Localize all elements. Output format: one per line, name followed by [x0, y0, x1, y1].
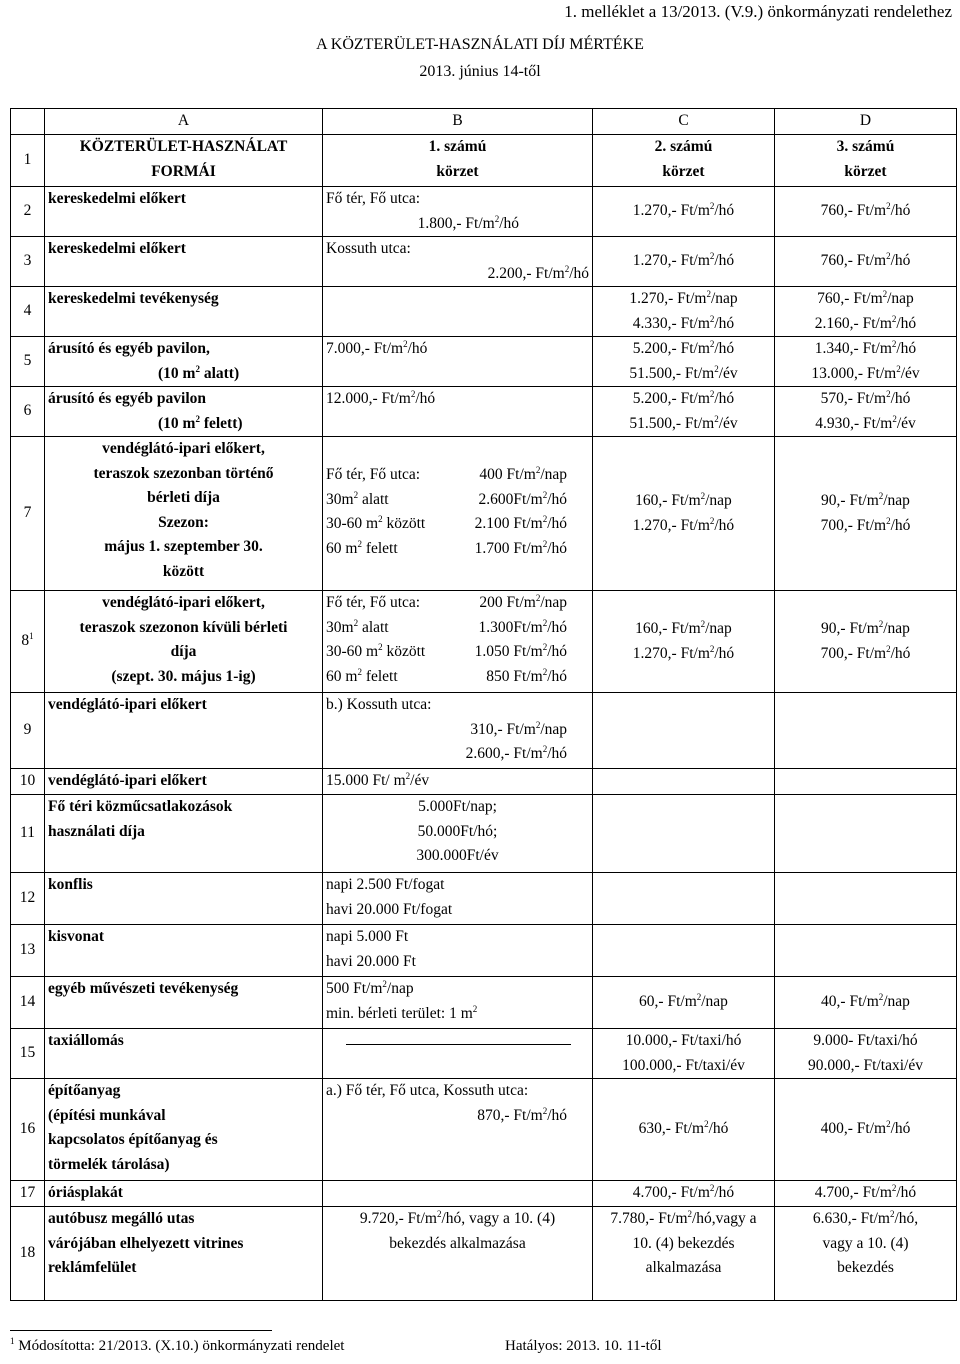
row-number: 12 — [11, 873, 45, 925]
zone-1-fee — [323, 287, 593, 337]
usage-form: egyéb művészeti tevékenység — [45, 977, 323, 1029]
zone-1-fee: napi 2.500 Ft/fogat havi 20.000 Ft/fogat — [323, 873, 593, 925]
fee-table — [10, 108, 957, 1301]
usage-form: kereskedelmi előkert — [45, 237, 323, 287]
zone-2-fee — [593, 795, 775, 873]
row-number: 16 — [11, 1079, 45, 1181]
usage-form: kisvonat — [45, 925, 323, 977]
table-row — [11, 237, 957, 287]
table-row — [11, 591, 957, 693]
zone-2-fee: 1.270,- $Ft/m^2$/nap 4.330,- $Ft/m^2/hó$ — [593, 287, 775, 337]
zone-3-fee: 1.340,- $Ft/m^2/hó$ 13.000,- $Ft/m^2/év$ — [775, 337, 957, 387]
zone-1-fee: b.) Kossuth utca: 310,- $Ft/m^2$/nap 2.600,- $Ft/m^2/hó$ — [323, 693, 593, 769]
zone-2-fee: 7.780,- $Ft/m^2/hó,vagy$ a 10. (4) bekezdés alkalmazása — [593, 1207, 775, 1301]
usage-form: Fő téri közműcsatlakozások használati díja — [45, 795, 323, 873]
row-number: 6 — [11, 387, 45, 437]
table-row — [11, 337, 957, 387]
table-row — [11, 1181, 957, 1207]
zone-3-fee — [775, 795, 957, 873]
usage-form: konflis — [45, 873, 323, 925]
zone-3-fee — [775, 693, 957, 769]
zone-3-fee: 90,- $Ft/m^2$/nap 700,- $Ft/m^2/hó$ — [775, 591, 957, 693]
usage-form: kereskedelmi előkert — [45, 187, 323, 237]
zone-2-fee: 60,- $Ft/m^2$/nap — [593, 977, 775, 1029]
zone-2-header: 2. számú körzet — [593, 135, 775, 187]
row-number: 5 — [11, 337, 45, 387]
row-number: 4 — [11, 287, 45, 337]
zone-2-fee: 5.200,- $Ft/m^2/hó$ 51.500,- $Ft/m^2/év$ — [593, 337, 775, 387]
zone-1-fee: Fő tér, Fő utca: 400 $Ft/m^2$/nap $30m^2$ alatt $2.600Ft/m^2/hó$ 30-60 $m^2$ között 2.100 $Ft/m^2/hó$ 60 $m^2$ felett 1.700 $Ft/m^2/hó$ — [323, 437, 593, 591]
table-row — [11, 1207, 957, 1301]
zone-2-fee: 4.700,- $Ft/m^2/hó$ — [593, 1181, 775, 1207]
usage-form: vendéglátó-ipari előkert, teraszok szezonon kívüli bérleti díja (szept. 30. május 1-ig) — [45, 591, 323, 693]
zone-3-fee — [775, 925, 957, 977]
zone-1-fee: 500 $Ft/m^2$/nap min. bérleti terület: 1 $m^2$ — [323, 977, 593, 1029]
zone-2-fee: 160,- $Ft/m^2$/nap 1.270,- $Ft/m^2/hó$ — [593, 591, 775, 693]
table-row — [11, 795, 957, 873]
row-number: 9 — [11, 693, 45, 769]
footnote-effective-date: Hatályos: 2013. 10. 11-től — [505, 1338, 662, 1354]
zone-3-fee: 90,- $Ft/m^2$/nap 700,- $Ft/m^2/hó$ — [775, 437, 957, 591]
zone-1-fee — [323, 1029, 593, 1079]
table-row — [11, 873, 957, 925]
zone-2-fee: 1.270,- $Ft/m^2/hó$ — [593, 187, 775, 237]
zone-1-fee: 15.000 Ft/ $m^2/év$ — [323, 769, 593, 795]
row-number: 14 — [11, 977, 45, 1029]
zone-3-fee: 400,- $Ft/m^2/hó$ — [775, 1079, 957, 1181]
zone-2-fee — [593, 925, 775, 977]
zone-2-fee: 630,- $Ft/m^2/hó$ — [593, 1079, 775, 1181]
usage-form: óriásplakát — [45, 1181, 323, 1207]
row-number: 18 — [11, 1207, 45, 1301]
zone-2-fee — [593, 693, 775, 769]
footnote-separator — [10, 1330, 272, 1331]
zone-3-fee: 760,- $Ft/m^2$/nap 2.160,- $Ft/m^2/hó$ — [775, 287, 957, 337]
zone-3-fee: 6.630,- $Ft/m^2/hó$, vagy a 10. (4) bekezdés — [775, 1207, 957, 1301]
zone-1-fee: 12.000,- $Ft/m^2/hó$ — [323, 387, 593, 437]
table-row — [11, 977, 957, 1029]
zone-1-fee: 5.000Ft/nap; 50.000Ft/hó; 300.000Ft/év — [323, 795, 593, 873]
zone-2-fee — [593, 873, 775, 925]
zone-1-fee: Fő tér, Fő utca: 1.800,- $Ft/m^2/hó$ — [323, 187, 593, 237]
zone-1-fee: Kossuth utca: 2.200,- $Ft/m^2/hó$ — [323, 237, 593, 287]
usage-form: vendéglátó-ipari előkert, teraszok szezonban történő bérleti díja Szezon: május 1. szeptember 30. között — [45, 437, 323, 591]
zone-1-fee: Fő tér, Fő utca: 200 $Ft/m^2$/nap $30m^2$ alatt $1.300Ft/m^2/hó$ 30-60 $m^2$ között 1.050 $Ft/m^2/hó$ 60 $m^2$ felett 850 $Ft/m^2/hó$ — [323, 591, 593, 693]
zone-3-fee: 570,- $Ft/m^2/hó$ 4.930,- $Ft/m^2/év$ — [775, 387, 957, 437]
usage-form: árusító és egyéb pavilon (10 $m^2$ felett) — [45, 387, 323, 437]
table-row — [11, 387, 957, 437]
zone-1-fee: 7.000,- $Ft/m^2/hó$ — [323, 337, 593, 387]
usage-form: autóbusz megálló utas várójában elhelyezett vitrines reklámfelület — [45, 1207, 323, 1301]
table-row — [11, 437, 957, 591]
row-number: 7 — [11, 437, 45, 591]
table-row — [11, 1079, 957, 1181]
row-number: 13 — [11, 925, 45, 977]
table-row — [11, 925, 957, 977]
table-row — [11, 287, 957, 337]
table-row — [11, 693, 957, 769]
column-d-header: D — [775, 109, 957, 135]
usage-form: taxiállomás — [45, 1029, 323, 1079]
row-number: 3 — [11, 237, 45, 287]
zone-3-fee — [775, 769, 957, 795]
zone-2-fee: 1.270,- $Ft/m^2/hó$ — [593, 237, 775, 287]
row-number: $8^1$ — [11, 591, 45, 693]
zone-2-fee: 10.000,- Ft/taxi/hó 100.000,- Ft/taxi/év — [593, 1029, 775, 1079]
effective-date: 2013. június 14-től — [419, 63, 541, 80]
annex-reference: 1. melléklet a 13/2013. (V.9.) önkormányzati rendelethez — [564, 2, 952, 21]
row-number: 2 — [11, 187, 45, 237]
table-row — [11, 187, 957, 237]
zone-1-fee: napi 5.000 Ft havi 20.000 Ft — [323, 925, 593, 977]
zone-3-header: 3. számú körzet — [775, 135, 957, 187]
footnote: $^1$ Módosította: 21/2013. (X.10.) önkormányzati rendelet — [10, 1336, 345, 1354]
row-number: 11 — [11, 795, 45, 873]
zone-2-fee: 5.200,- $Ft/m^2/hó$ 51.500,- $Ft/m^2/év$ — [593, 387, 775, 437]
usage-form: árusító és egyéb pavilon, (10 $m^2$ alatt) — [45, 337, 323, 387]
zone-3-fee — [775, 873, 957, 925]
zone-3-fee: 9.000- Ft/taxi/hó 90.000,- Ft/taxi/év — [775, 1029, 957, 1079]
table-row — [11, 1029, 957, 1079]
usage-form: kereskedelmi tevékenység — [45, 287, 323, 337]
column-letter-row — [11, 109, 957, 135]
column-b-header: B — [323, 109, 593, 135]
zone-3-fee: 760,- $Ft/m^2/hó$ — [775, 187, 957, 237]
zone-2-fee: 160,- $Ft/m^2$/nap 1.270,- $Ft/m^2/hó$ — [593, 437, 775, 591]
zone-2-fee — [593, 769, 775, 795]
zone-3-fee: 40,- $Ft/m^2$/nap — [775, 977, 957, 1029]
zone-3-fee: 4.700,- $Ft/m^2/hó$ — [775, 1181, 957, 1207]
usage-form: vendéglátó-ipari előkert — [45, 769, 323, 795]
usage-form: építőanyag (építési munkával kapcsolatos építőanyag és törmelék tárolása) — [45, 1079, 323, 1181]
table-row — [11, 769, 957, 795]
row-number: 1 — [11, 135, 45, 187]
column-c-header: C — [593, 109, 775, 135]
column-a-header: A — [45, 109, 323, 135]
row-number: 10 — [11, 769, 45, 795]
not-applicable-line — [346, 1032, 571, 1045]
document-title: A KÖZTERÜLET-HASZNÁLATI DÍJ MÉRTÉKE — [316, 36, 644, 53]
zone-1-header: 1. számú körzet — [323, 135, 593, 187]
usage-form-header: KÖZTERÜLET-HASZNÁLAT FORMÁI — [45, 135, 323, 187]
row-number: 15 — [11, 1029, 45, 1079]
row-number: 17 — [11, 1181, 45, 1207]
zone-1-fee — [323, 1181, 593, 1207]
zone-1-fee: a.) Fő tér, Fő utca, Kossuth utca: 870,- $Ft/m^2/hó$ — [323, 1079, 593, 1181]
zone-1-fee: 9.720,- $Ft/m^2/hó$, vagy a 10. (4) bekezdés alkalmazása — [323, 1207, 593, 1301]
zone-3-fee: 760,- $Ft/m^2/hó$ — [775, 237, 957, 287]
usage-form: vendéglátó-ipari előkert — [45, 693, 323, 769]
table-row — [11, 135, 957, 187]
